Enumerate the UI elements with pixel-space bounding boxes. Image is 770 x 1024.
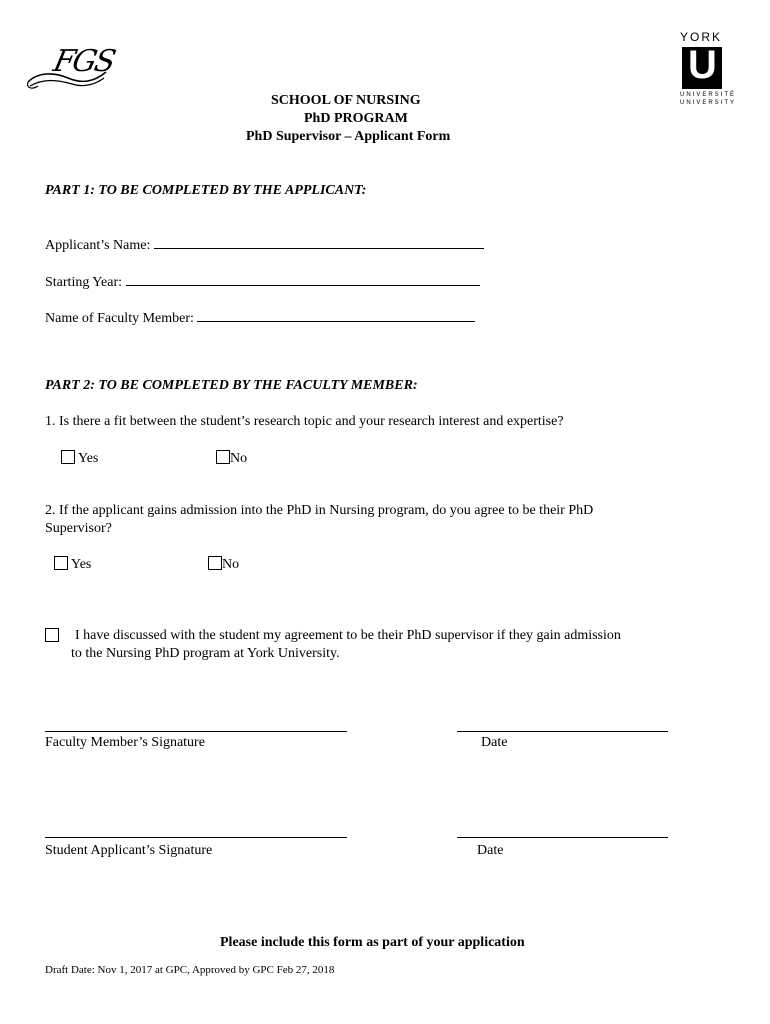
agreement-checkbox[interactable] bbox=[45, 628, 59, 642]
faculty-date-line[interactable] bbox=[457, 731, 668, 732]
york-logo-sub2: UNIVERSITY bbox=[680, 100, 737, 106]
question-2-line1: 2. If the applicant gains admission into the PhD in Nursing program, do you agree to be their PhD bbox=[45, 503, 594, 518]
starting-year-label: Starting Year: bbox=[45, 275, 122, 290]
starting-year-field[interactable] bbox=[45, 272, 480, 291]
q1-yes-option[interactable] bbox=[61, 450, 98, 467]
faculty-signature-label: Faculty Member’s Signature bbox=[45, 735, 205, 750]
fgs-logo-text: FGS bbox=[50, 44, 118, 79]
part2-heading: PART 2: TO BE COMPLETED BY THE FACULTY MEMBER: bbox=[45, 378, 418, 393]
question-1: 1. Is there a fit between the student’s research topic and your research interest and expertise? bbox=[45, 414, 564, 429]
q1-yes-label: Yes bbox=[77, 451, 99, 466]
footer-note: Please include this form as part of your application bbox=[220, 935, 525, 950]
student-signature-line[interactable] bbox=[45, 837, 347, 838]
faculty-signature-line[interactable] bbox=[45, 731, 347, 732]
agreement-text-line1: I have discussed with the student my agreement to be their PhD supervisor if they gain admission bbox=[75, 628, 621, 643]
student-date-label: Date bbox=[477, 843, 504, 858]
student-date-line[interactable] bbox=[457, 837, 668, 838]
faculty-member-field[interactable] bbox=[45, 308, 475, 327]
q1-yes-checkbox[interactable] bbox=[61, 450, 75, 464]
header-school: SCHOOL OF NURSING bbox=[271, 93, 421, 108]
agreement-option[interactable] bbox=[45, 628, 59, 645]
q2-yes-label: Yes bbox=[70, 557, 92, 572]
fgs-logo bbox=[24, 42, 118, 94]
faculty-member-label: Name of Faculty Member: bbox=[45, 311, 194, 326]
york-university-logo bbox=[680, 30, 737, 110]
header-form-title: PhD Supervisor – Applicant Form bbox=[246, 129, 451, 144]
q2-no-checkbox[interactable] bbox=[208, 556, 222, 570]
q2-yes-checkbox[interactable] bbox=[54, 556, 68, 570]
q2-no-option[interactable] bbox=[208, 556, 239, 573]
header-program: PhD PROGRAM bbox=[304, 111, 408, 126]
part1-heading: PART 1: TO BE COMPLETED BY THE APPLICANT: bbox=[45, 183, 367, 198]
applicant-name-line[interactable] bbox=[154, 235, 484, 249]
question-2-line2: Supervisor? bbox=[45, 521, 112, 536]
q2-yes-option[interactable] bbox=[54, 556, 91, 573]
york-logo-sub1: UNIVERSITÉ bbox=[680, 92, 737, 98]
starting-year-line[interactable] bbox=[126, 272, 480, 286]
agreement-text-line2: to the Nursing PhD program at York University. bbox=[71, 646, 340, 661]
applicant-name-label: Applicant’s Name: bbox=[45, 238, 151, 253]
student-signature-label: Student Applicant’s Signature bbox=[45, 843, 213, 858]
applicant-name-field[interactable] bbox=[45, 235, 484, 254]
faculty-date-label: Date bbox=[481, 735, 508, 750]
draft-date: Draft Date: Nov 1, 2017 at GPC, Approved by GPC Feb 27, 2018 bbox=[45, 964, 335, 976]
york-logo-block bbox=[682, 43, 722, 89]
faculty-member-line[interactable] bbox=[197, 308, 475, 322]
q2-no-label: No bbox=[222, 557, 240, 572]
york-logo-u: U bbox=[688, 43, 717, 87]
q1-no-option[interactable] bbox=[216, 450, 247, 467]
q1-no-checkbox[interactable] bbox=[216, 450, 230, 464]
york-logo-wordmark: YORK bbox=[680, 30, 723, 44]
q1-no-label: No bbox=[230, 451, 248, 466]
